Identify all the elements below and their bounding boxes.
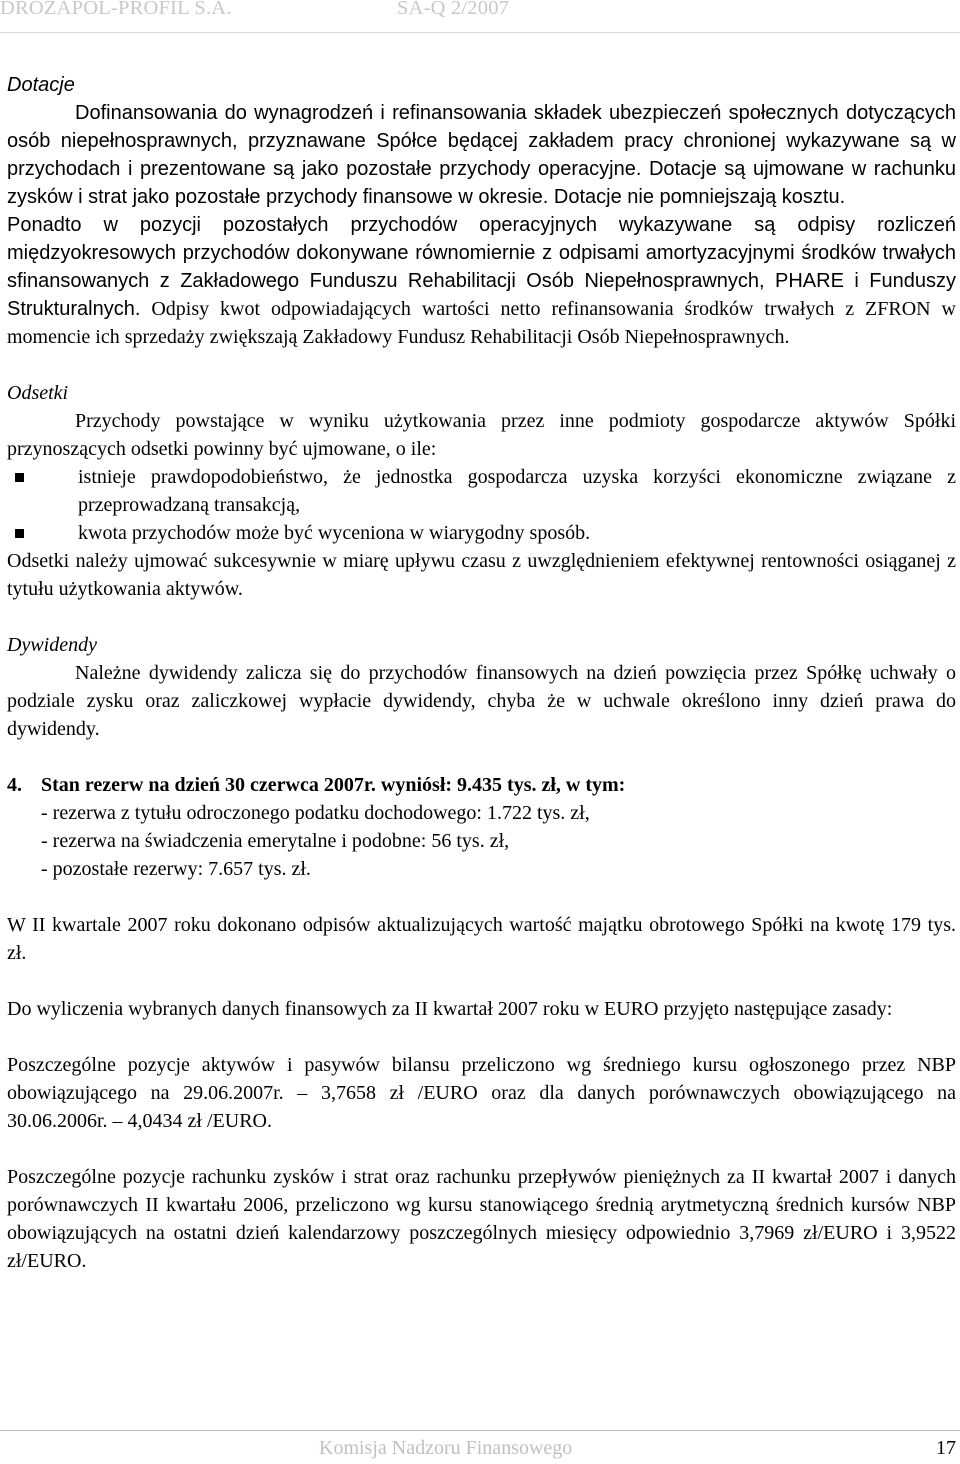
list-item: - rezerwa z tytułu odroczonego podatku dochodowego: 1.722 tys. zł,: [41, 802, 590, 824]
header-report-id: SA-Q 2/2007: [397, 0, 510, 19]
page-footer: [0, 1430, 960, 1464]
footer-divider: [0, 1430, 960, 1431]
dywidendy-paragraph-1: Należne dywidendy zalicza się do przychodów finansowych na dzień powzięcia przez Spółkę uchwały o podziale zysku oraz zaliczkowej wypłacie dywidendy, chyba że w uchwale określono inny dzień prawa do dywidendy.: [7, 662, 956, 740]
page-number: 17: [936, 1437, 956, 1459]
rezerwy-heading-text: Stan rezerw na dzień 30 czerwca 2007r. wyniósł: 9.435 tys. zł, w tym:: [41, 774, 626, 796]
rezerwy-number: 4.: [7, 774, 22, 796]
spacer: [7, 883, 956, 911]
dotacje-paragraph-2b: Odpisy kwot odpowiadających wartości netto refinansowania środków trwałych z ZFRON w momencie ich sprzedaży zwiększają Zakładowy Fundusz Rehabilitacji Osób Niepełnosprawnych.: [7, 298, 956, 348]
odsetki-paragraph-1: Przychody powstające w wyniku użytkowania przez inne podmioty gospodarcze aktywów Spółki przynoszących odsetki powinny być ujmowane, o ile:: [7, 410, 956, 460]
rachunek-paragraph: Poszczególne pozycje rachunku zysków i strat oraz rachunku przepływów pieniężnych za II kwartał 2007 i danych porównawczych II kwartału 2006, przeliczono wg kursu stanowiącego średnią arytmetyczną średnich kursów NBP obowiązujących na ostatni dzień kalendarzowy poszczególnych miesięcy odpowiednio 3,7969 zł/EURO i 3,9522 zł/EURO.: [7, 1166, 956, 1272]
dotacje-paragraph-2a: Ponadto w pozycji pozostałych przychodów operacyjnych wykazywane są odpisy rozliczeń międzyokresowych przychodów dokonywane równomiernie z odpisami amortyzacyjnymi środków trwałych sfinansowanych z Zakładowego Funduszu Rehabilitacji Osób Niepełnosprawnych, PHARE i Funduszy Strukturalnych.: [7, 214, 956, 320]
bullet-text: kwota przychodów może być wyceniona w wiarygodny sposób.: [78, 522, 591, 544]
euro-intro-paragraph: Do wyliczenia wybranych danych finansowych za II kwartał 2007 roku w EURO przyjęto następujące zasady:: [7, 998, 893, 1020]
spacer: [7, 743, 956, 771]
section-title-odsetki: Odsetki: [7, 382, 69, 404]
footer-organization: Komisja Nadzoru Finansowego: [319, 1437, 573, 1459]
spacer: [7, 603, 956, 631]
spacer: [7, 967, 956, 995]
square-bullet-icon: [15, 473, 24, 482]
spacer: [7, 1135, 956, 1163]
list-item: - pozostałe rezerwy: 7.657 tys. zł.: [41, 858, 311, 880]
spacer: [7, 1023, 956, 1051]
dotacje-paragraph-2: [7, 211, 956, 351]
section-title-dywidendy: Dywidendy: [7, 634, 97, 656]
square-bullet-icon: [15, 529, 24, 538]
document-body: [7, 71, 956, 1275]
dotacje-paragraph-1: Dofinansowania do wynagrodzeń i refinansowania składek ubezpieczeń społecznych dotyczących osób niepełnosprawnych, przyznawane Spółce będącej zakładem pracy chronionej wykazywane są w przychodach i prezentowane są jako pozostałe przychody operacyjne. Dotacje są ujmowane w rachunku zysków i strat jako pozostałe przychody finansowe w okresie. Dotacje nie pomniejszają kosztu.: [7, 102, 956, 208]
odsetki-paragraph-2: Odsetki należy ujmować sukcesywnie w miarę upływu czasu z uwzględnieniem efektywnej rentowności osiąganej z tytułu użytkowania aktywów.: [7, 550, 956, 600]
list-item: [7, 463, 956, 519]
rezerwy-heading: [7, 771, 956, 799]
header-company: DROZAPOL-PROFIL S.A.: [0, 0, 232, 19]
spacer: [7, 351, 956, 379]
odpisy-paragraph: W II kwartale 2007 roku dokonano odpisów aktualizujących wartość majątku obrotowego Spółki na kwotę 179 tys. zł.: [7, 914, 956, 964]
section-title-dotacje: Dotacje: [7, 74, 75, 96]
list-item: - rezerwa na świadczenia emerytalne i podobne: 56 tys. zł,: [41, 830, 510, 852]
bilans-paragraph: Poszczególne pozycje aktywów i pasywów bilansu przeliczono wg średniego kursu ogłoszonego przez NBP obowiązującego na 29.06.2007r. – 3,7658 zł /EURO oraz dla danych porównawczych obowiązującego na 30.06.2006r. – 4,0434 zł /EURO.: [7, 1054, 956, 1132]
bullet-text: istnieje prawdopodobieństwo, że jednostka gospodarcza uzyska korzyści ekonomiczne związane z przeprowadzaną transakcją,: [78, 466, 956, 516]
header-divider: [0, 32, 960, 33]
rezerwy-list: [7, 799, 956, 883]
odsetki-bullet-list: [7, 463, 956, 547]
list-item: [7, 519, 956, 547]
